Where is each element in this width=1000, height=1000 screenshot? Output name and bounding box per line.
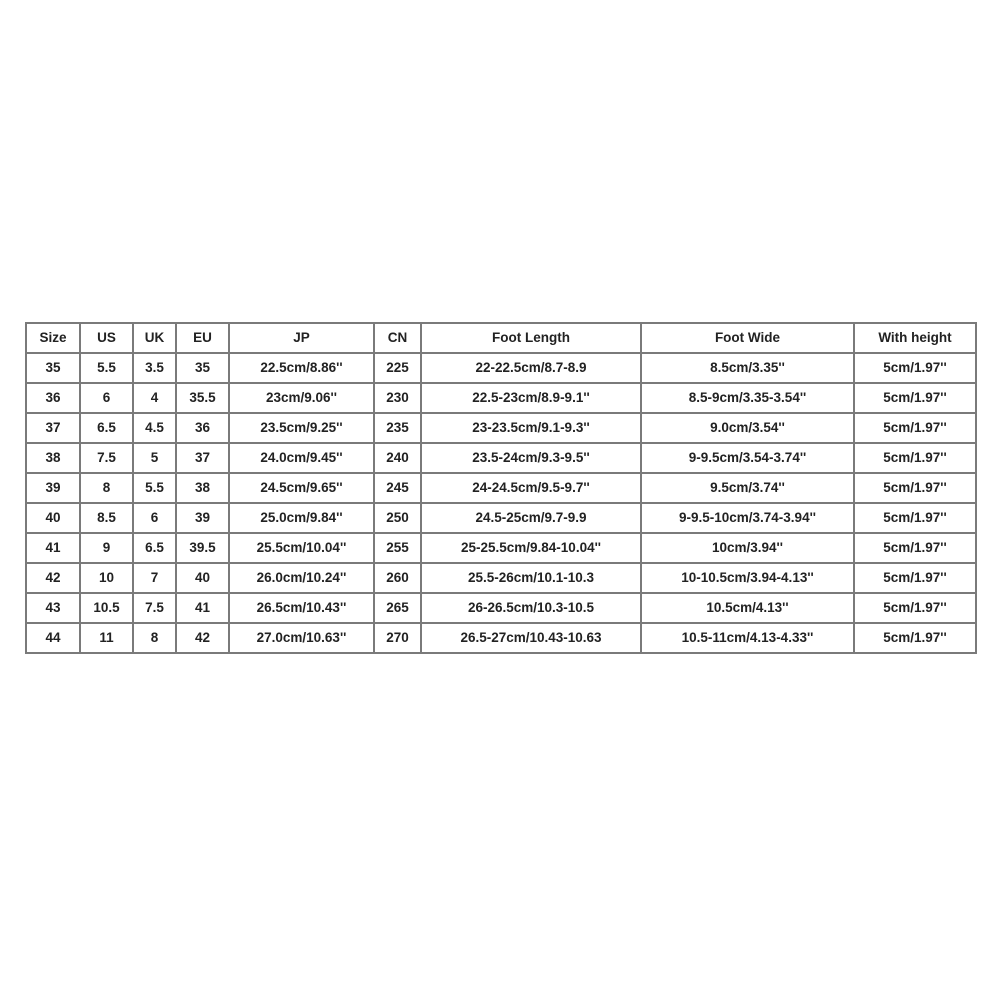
cell-foot-wide: 9.0cm/3.54'' xyxy=(641,413,854,443)
table-row xyxy=(26,563,976,593)
cell-foot-length: 26.5-27cm/10.43-10.63 xyxy=(421,623,641,653)
cell-uk: 4 xyxy=(133,383,176,413)
cell-cn: 245 xyxy=(374,473,421,503)
header-foot-length: Foot Length xyxy=(421,323,641,353)
cell-size: 43 xyxy=(26,593,80,623)
cell-us: 5.5 xyxy=(80,353,133,383)
cell-jp: 27.0cm/10.63'' xyxy=(229,623,374,653)
cell-with-height: 5cm/1.97'' xyxy=(854,383,976,413)
cell-foot-length: 22.5-23cm/8.9-9.1'' xyxy=(421,383,641,413)
cell-eu: 39.5 xyxy=(176,533,229,563)
cell-with-height: 5cm/1.97'' xyxy=(854,413,976,443)
cell-foot-length: 22-22.5cm/8.7-8.9 xyxy=(421,353,641,383)
header-row xyxy=(26,323,976,353)
table-row xyxy=(26,593,976,623)
table-row xyxy=(26,503,976,533)
cell-eu: 36 xyxy=(176,413,229,443)
table-row xyxy=(26,473,976,503)
cell-with-height: 5cm/1.97'' xyxy=(854,533,976,563)
cell-with-height: 5cm/1.97'' xyxy=(854,353,976,383)
table-row xyxy=(26,623,976,653)
size-chart-table xyxy=(25,322,977,654)
cell-size: 38 xyxy=(26,443,80,473)
cell-cn: 270 xyxy=(374,623,421,653)
cell-uk: 5.5 xyxy=(133,473,176,503)
cell-uk: 7 xyxy=(133,563,176,593)
cell-us: 6.5 xyxy=(80,413,133,443)
cell-uk: 3.5 xyxy=(133,353,176,383)
cell-foot-length: 25-25.5cm/9.84-10.04'' xyxy=(421,533,641,563)
cell-cn: 250 xyxy=(374,503,421,533)
header-cn: CN xyxy=(374,323,421,353)
cell-jp: 23.5cm/9.25'' xyxy=(229,413,374,443)
cell-us: 6 xyxy=(80,383,133,413)
header-size: Size xyxy=(26,323,80,353)
cell-jp: 26.0cm/10.24'' xyxy=(229,563,374,593)
cell-size: 40 xyxy=(26,503,80,533)
cell-foot-length: 23.5-24cm/9.3-9.5'' xyxy=(421,443,641,473)
cell-eu: 41 xyxy=(176,593,229,623)
cell-jp: 25.0cm/9.84'' xyxy=(229,503,374,533)
cell-us: 10 xyxy=(80,563,133,593)
cell-foot-wide: 10.5cm/4.13'' xyxy=(641,593,854,623)
cell-foot-length: 23-23.5cm/9.1-9.3'' xyxy=(421,413,641,443)
cell-size: 41 xyxy=(26,533,80,563)
cell-foot-length: 25.5-26cm/10.1-10.3 xyxy=(421,563,641,593)
cell-foot-wide: 10-10.5cm/3.94-4.13'' xyxy=(641,563,854,593)
cell-uk: 8 xyxy=(133,623,176,653)
cell-size: 44 xyxy=(26,623,80,653)
cell-us: 9 xyxy=(80,533,133,563)
cell-cn: 260 xyxy=(374,563,421,593)
cell-foot-wide: 9-9.5-10cm/3.74-3.94'' xyxy=(641,503,854,533)
cell-foot-wide: 9-9.5cm/3.54-3.74'' xyxy=(641,443,854,473)
cell-size: 39 xyxy=(26,473,80,503)
cell-eu: 38 xyxy=(176,473,229,503)
header-eu: EU xyxy=(176,323,229,353)
cell-uk: 5 xyxy=(133,443,176,473)
table-row xyxy=(26,353,976,383)
cell-foot-wide: 9.5cm/3.74'' xyxy=(641,473,854,503)
cell-foot-wide: 8.5-9cm/3.35-3.54'' xyxy=(641,383,854,413)
cell-with-height: 5cm/1.97'' xyxy=(854,563,976,593)
cell-cn: 235 xyxy=(374,413,421,443)
cell-size: 37 xyxy=(26,413,80,443)
cell-cn: 225 xyxy=(374,353,421,383)
cell-jp: 24.0cm/9.45'' xyxy=(229,443,374,473)
cell-us: 7.5 xyxy=(80,443,133,473)
table-row xyxy=(26,383,976,413)
cell-foot-wide: 10.5-11cm/4.13-4.33'' xyxy=(641,623,854,653)
cell-eu: 42 xyxy=(176,623,229,653)
cell-size: 36 xyxy=(26,383,80,413)
header-us: US xyxy=(80,323,133,353)
cell-jp: 23cm/9.06'' xyxy=(229,383,374,413)
header-uk: UK xyxy=(133,323,176,353)
cell-us: 8.5 xyxy=(80,503,133,533)
cell-jp: 25.5cm/10.04'' xyxy=(229,533,374,563)
cell-eu: 39 xyxy=(176,503,229,533)
cell-size: 42 xyxy=(26,563,80,593)
cell-eu: 35 xyxy=(176,353,229,383)
size-chart-body xyxy=(26,353,976,653)
cell-with-height: 5cm/1.97'' xyxy=(854,593,976,623)
table-row xyxy=(26,413,976,443)
header-jp: JP xyxy=(229,323,374,353)
cell-size: 35 xyxy=(26,353,80,383)
cell-eu: 35.5 xyxy=(176,383,229,413)
cell-uk: 4.5 xyxy=(133,413,176,443)
cell-jp: 22.5cm/8.86'' xyxy=(229,353,374,383)
header-with-height: With height xyxy=(854,323,976,353)
cell-with-height: 5cm/1.97'' xyxy=(854,503,976,533)
cell-us: 11 xyxy=(80,623,133,653)
cell-foot-length: 26-26.5cm/10.3-10.5 xyxy=(421,593,641,623)
cell-foot-length: 24-24.5cm/9.5-9.7'' xyxy=(421,473,641,503)
cell-us: 10.5 xyxy=(80,593,133,623)
cell-uk: 6.5 xyxy=(133,533,176,563)
cell-jp: 26.5cm/10.43'' xyxy=(229,593,374,623)
cell-foot-wide: 8.5cm/3.35'' xyxy=(641,353,854,383)
cell-jp: 24.5cm/9.65'' xyxy=(229,473,374,503)
cell-eu: 40 xyxy=(176,563,229,593)
cell-uk: 7.5 xyxy=(133,593,176,623)
cell-with-height: 5cm/1.97'' xyxy=(854,473,976,503)
cell-us: 8 xyxy=(80,473,133,503)
header-foot-wide: Foot Wide xyxy=(641,323,854,353)
cell-eu: 37 xyxy=(176,443,229,473)
size-chart-header xyxy=(26,323,976,353)
cell-cn: 255 xyxy=(374,533,421,563)
cell-with-height: 5cm/1.97'' xyxy=(854,623,976,653)
cell-foot-wide: 10cm/3.94'' xyxy=(641,533,854,563)
cell-cn: 265 xyxy=(374,593,421,623)
cell-cn: 230 xyxy=(374,383,421,413)
cell-with-height: 5cm/1.97'' xyxy=(854,443,976,473)
cell-cn: 240 xyxy=(374,443,421,473)
cell-foot-length: 24.5-25cm/9.7-9.9 xyxy=(421,503,641,533)
table-row xyxy=(26,443,976,473)
cell-uk: 6 xyxy=(133,503,176,533)
table-row xyxy=(26,533,976,563)
